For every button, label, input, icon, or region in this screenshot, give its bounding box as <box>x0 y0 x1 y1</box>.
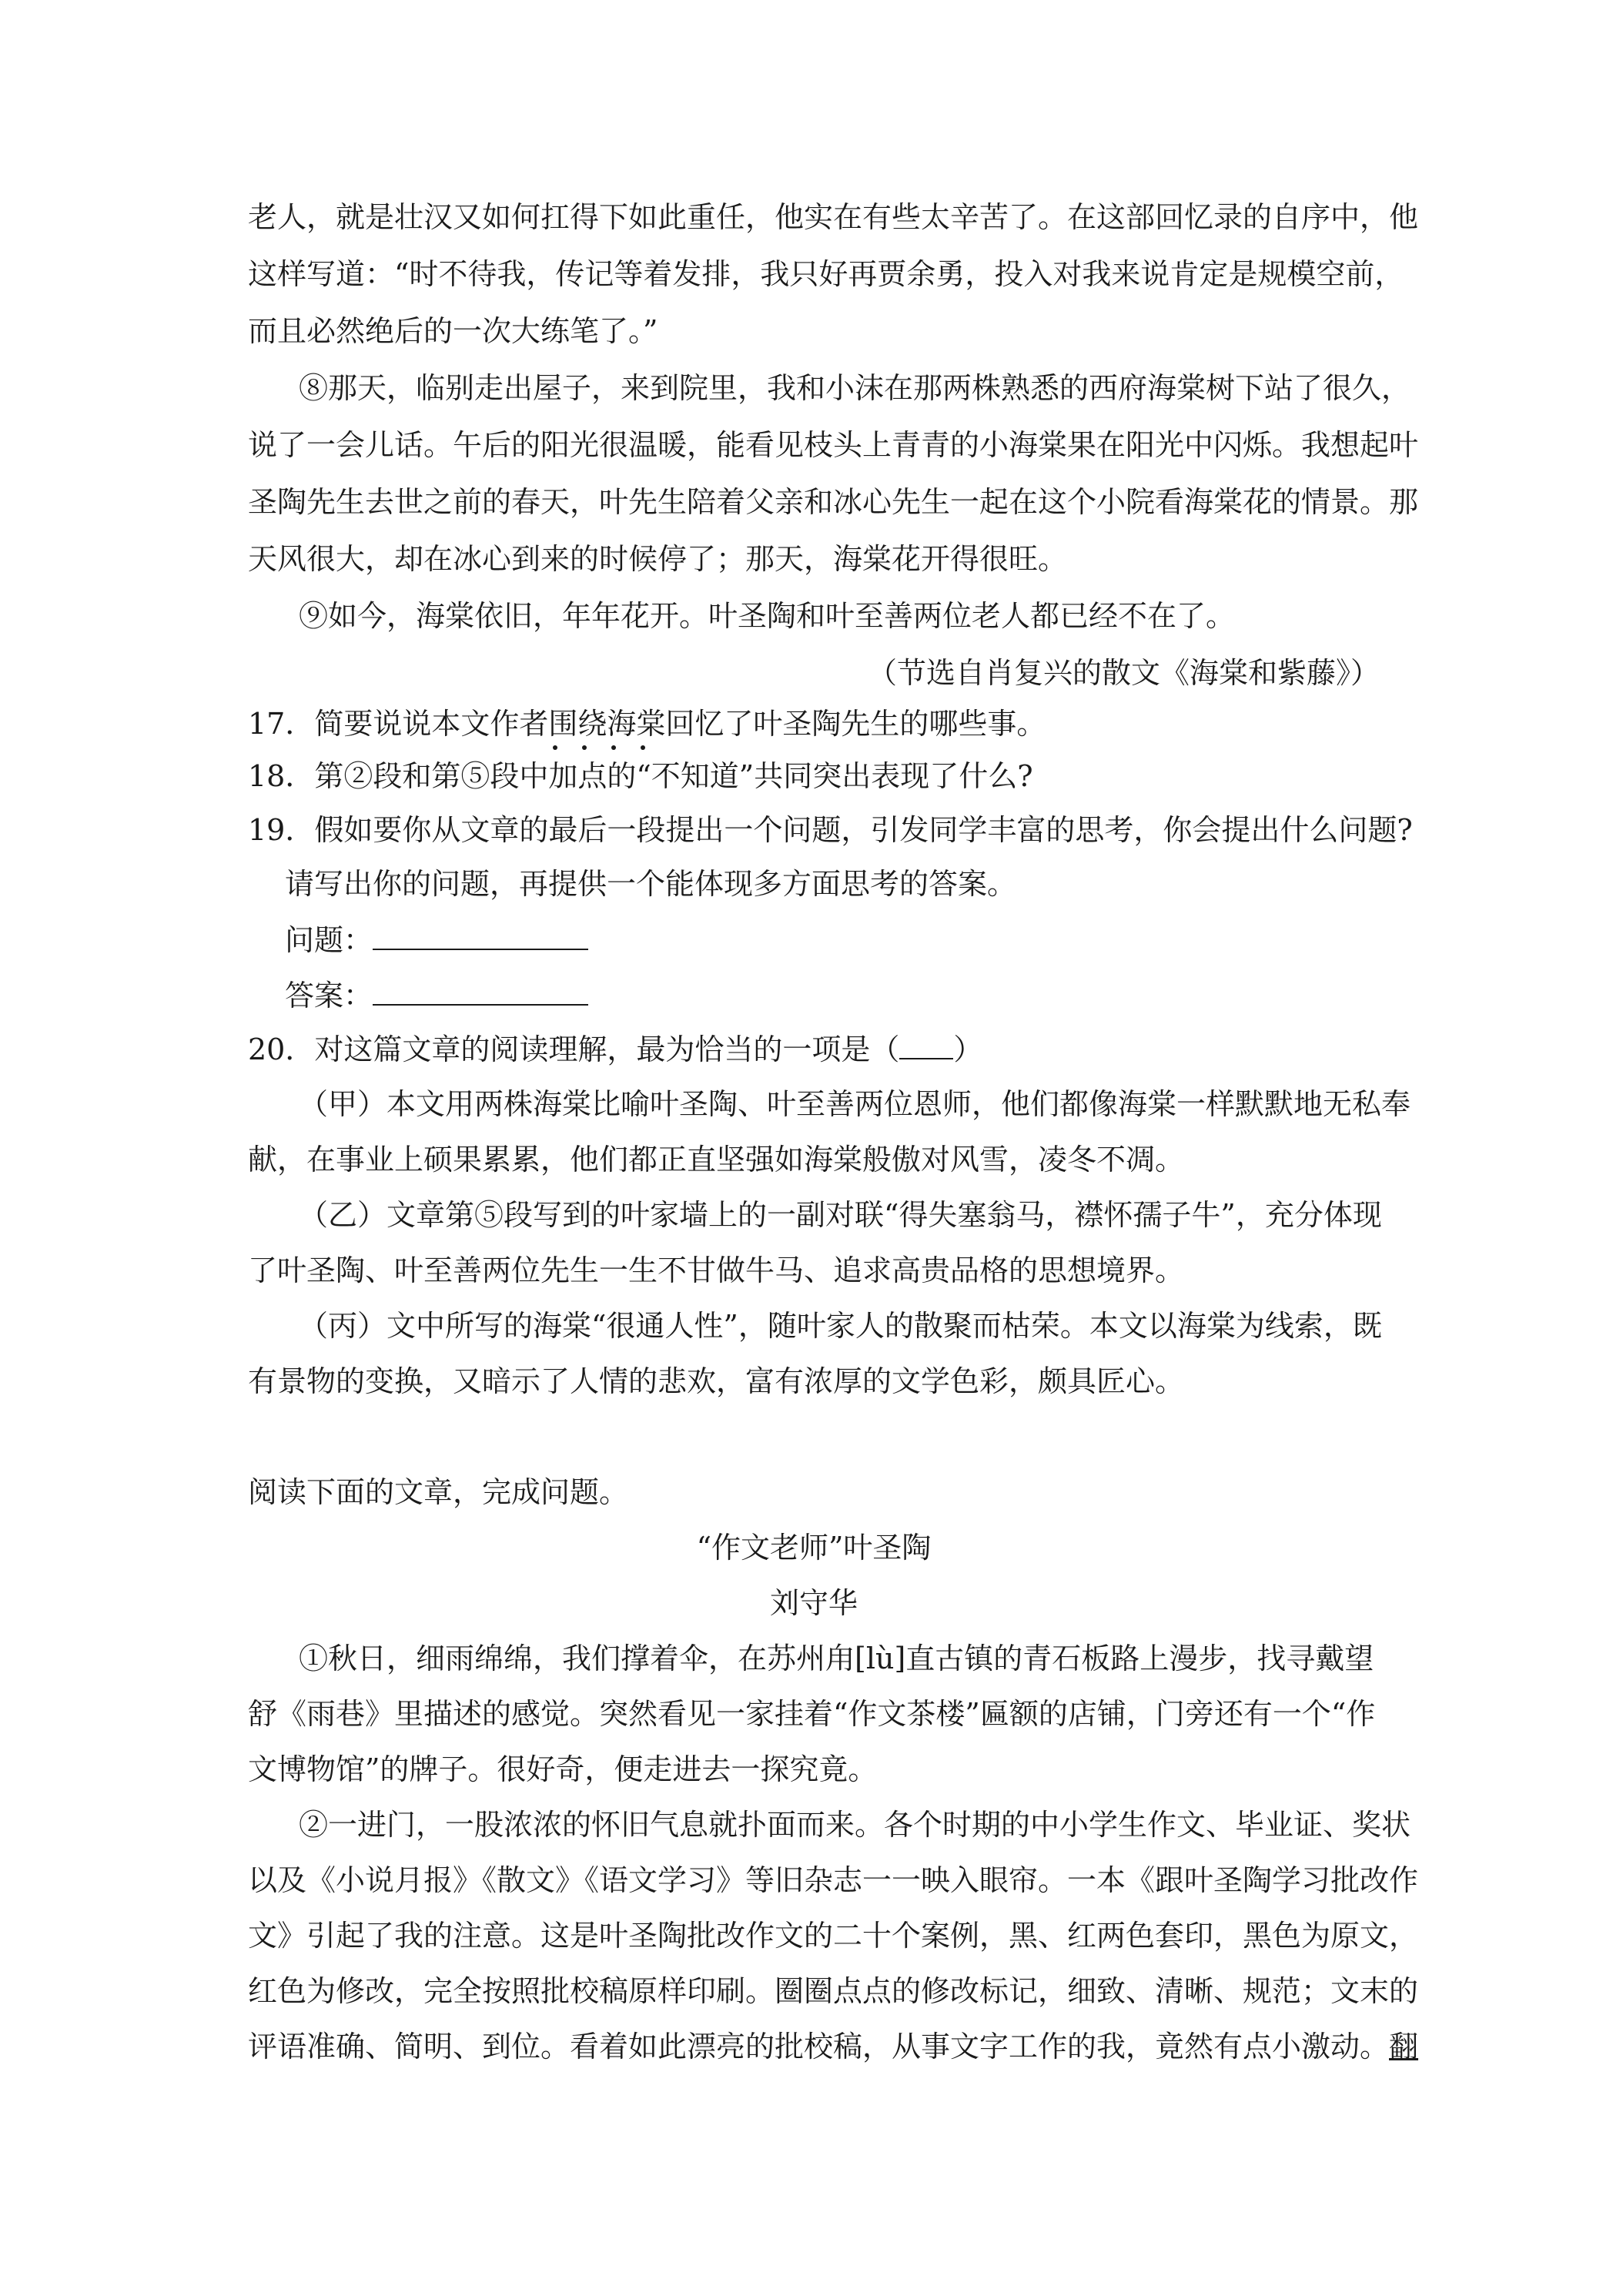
passage-line: 这样写道：“时不待我，传记等着发排，我只好再贾余勇，投入对我来说肯定是规模空前， <box>248 257 1404 291</box>
option-a-line: 献，在事业上硕果累累，他们都正直坚强如海棠般傲对风雪，凌冬不凋。 <box>248 1143 1185 1176</box>
source-citation: （节选自肖复兴的散文《海棠和紫藤》） <box>867 656 1380 690</box>
question-label: 问题： <box>285 923 373 957</box>
passage-line: 老人，就是壮汉又如何扛得下如此重任，他实在有些太辛苦了。在这部回忆录的自序中，他 <box>248 200 1419 234</box>
question-19-line: 19．假如要你从文章的最后一段提出一个问题，引发同学丰富的思考，你会提出什么问题? <box>248 813 1413 847</box>
question-17-dotted: 围绕海棠 <box>548 707 666 741</box>
question-19-question <box>285 921 1380 959</box>
paragraph-8-line: 天风很大，却在冰心到来的时候停了；那天，海棠花开得很旺。 <box>248 542 1068 576</box>
answer-label: 答案： <box>285 979 373 1012</box>
article-title: “作文老师”叶圣陶 <box>696 1531 932 1565</box>
reading-instruction: 阅读下面的文章，完成问题。 <box>248 1475 629 1509</box>
question-19-answer <box>285 976 1380 1014</box>
paragraph-2-line: 红色为修改，完全按照批校稿原样印刷。圈圈点点的修改标记，细致、清晰、规范；文末的 <box>248 1974 1419 2008</box>
question-17-prefix: 17．简要说说本文作者 <box>248 707 549 741</box>
passage-line: 而且必然绝后的一次大练笔了。” <box>248 314 658 348</box>
paragraph-2-line: 文》引起了我的注意。这是叶圣陶批改作文的二十个案例，黑、红两色套印，黑色为原文， <box>248 1919 1419 1953</box>
question-17-suffix: 回忆了叶圣陶先生的哪些事。 <box>665 707 1046 741</box>
paragraph-1-line: ①秋日，细雨绵绵，我们撑着伞，在苏州甪[lù]直古镇的青石板路上漫步，找寻戴望 <box>299 1642 1374 1675</box>
option-a-line: （甲）本文用两株海棠比喻叶圣陶、叶至善两位恩师，他们都像海棠一样默默地无私奉 <box>299 1087 1411 1121</box>
question-20-text: 20．对这篇文章的阅读理解，最为恰当的一项是（ <box>248 1033 900 1066</box>
paragraph-8-line: 说了一会儿话。午后的阳光很温暖，能看见枝头上青青的小海棠果在阳光中闪烁。我想起叶 <box>248 428 1419 462</box>
paragraph-2-line <box>248 2028 1419 2065</box>
paragraph-1-line: 文博物馆”的牌子。很好奇，便走进去一探究竟。 <box>248 1752 878 1786</box>
article-author: 刘守华 <box>769 1586 858 1620</box>
question-17 <box>248 705 1380 742</box>
question-20 <box>248 1030 1380 1068</box>
paragraph-9: ⑨如今，海棠依旧，年年花开。叶圣陶和叶至善两位老人都已经不在了。 <box>299 599 1236 633</box>
option-c-line: 有景物的变换，又暗示了人情的悲欢，富有浓厚的文学色彩，颇具匠心。 <box>248 1364 1185 1398</box>
paragraph-8-line: 圣陶先生去世之前的春天，叶先生陪着父亲和冰心先生一起在这个小院看海棠花的情景。那 <box>248 485 1419 519</box>
question-blank[interactable] <box>373 921 588 950</box>
answer-blank[interactable] <box>899 1030 953 1059</box>
underlined-word: 翻 <box>1389 2030 1419 2063</box>
option-b-line: 了叶圣陶、叶至善两位先生一生不甘做牛马、追求高贵品格的思想境界。 <box>248 1253 1185 1287</box>
paragraph-1-line: 舒《雨巷》里描述的感觉。突然看见一家挂着“作文茶楼”匾额的店铺，门旁还有一个“作 <box>248 1697 1376 1731</box>
answer-blank[interactable] <box>373 976 588 1006</box>
question-19-line: 请写出你的问题，再提供一个能体现多方面思考的答案。 <box>285 867 1017 901</box>
paragraph-2-line: ②一进门，一股浓浓的怀旧气息就扑面而来。各个时期的中小学生作文、毕业证、奖状 <box>299 1808 1411 1842</box>
question-20-close: ） <box>953 1033 983 1066</box>
option-c-line: （丙）文中所写的海棠“很通人性”，随叶家人的散聚而枯荣。本文以海棠为线索，既 <box>299 1309 1382 1343</box>
paragraph-2-text: 评语准确、简明、到位。看着如此漂亮的批校稿，从事文字工作的我，竟然有点小激动。 <box>248 2030 1390 2063</box>
option-b-line: （乙）文章第⑤段写到的叶家墙上的一副对联“得失塞翁马，襟怀孺子牛”，充分体现 <box>299 1198 1382 1232</box>
question-18: 18．第②段和第⑤段中加点的“不知道”共同突出表现了什么? <box>248 759 1033 793</box>
paragraph-2-line: 以及《小说月报》《散文》《语文学习》等旧杂志一一映入眼帘。一本《跟叶圣陶学习批改作 <box>248 1863 1419 1897</box>
paragraph-8-line: ⑧那天，临别走出屋子，来到院里，我和小沫在那两株熟悉的西府海棠树下站了很久， <box>299 371 1411 405</box>
